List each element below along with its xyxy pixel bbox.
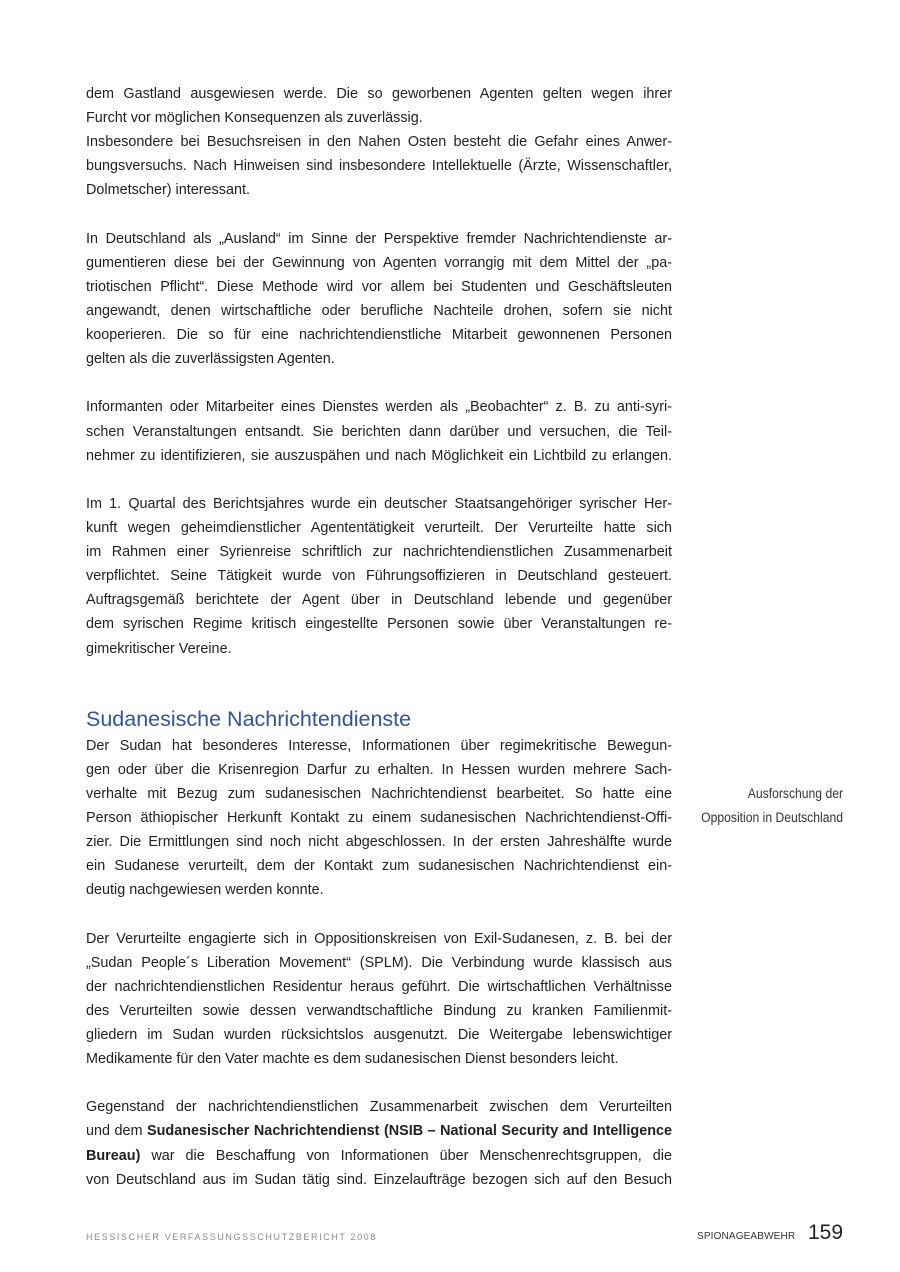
bold-organization-name: Bureau) xyxy=(86,1147,141,1164)
text-line: nehmer zu identifizieren, sie auszuspähen und nach Möglichkeit ein Lichtbild zu erlangen. xyxy=(86,447,672,464)
text-line: ein Sudanese verurteilt, dem der Kontakt zum sudanesischen Nachrichtendienst ein- xyxy=(86,858,672,875)
text-line: Insbesondere bei Besuchsreisen in den Nahen Osten besteht die Gefahr eines Anwer- xyxy=(86,134,672,151)
text-line: Der Verurteilte engagierte sich in Oppositionskreisen von Exil-Sudanesen, z. B. bei der xyxy=(86,930,672,947)
page-number: 159 xyxy=(808,1221,844,1244)
text-line: des Verurteilten sowie dessen verwandtschaftliche Bindung zu kranken Familienmit- xyxy=(86,1002,672,1019)
text-line: Der Sudan hat besonderes Interesse, Informationen über regimekritische Bewegun- xyxy=(86,737,672,754)
text-line: bungsversuchs. Nach Hinweisen sind insbesondere Intellektuelle (Ärzte, Wissenschaftler, xyxy=(86,158,672,175)
text-line: Person äthiopischer Herkunft Kontakt zu einem sudanesischen Nachrichtendienst-Offi- xyxy=(86,810,672,827)
text-line: triotischen Pflicht“. Diese Methode wird vor allem bei Studenten und Geschäftsleuten xyxy=(86,278,672,295)
text-line: kunft wegen geheimdienstlicher Agententätigkeit verurteilt. Der Verurteilte hatte sich xyxy=(86,519,672,536)
text-line: gelten als die zuverlässigsten Agenten. xyxy=(86,351,335,368)
text-line: dem Gastland ausgewiesen werde. Die so geworbenen Agenten gelten wegen ihrer xyxy=(86,86,672,102)
text-line: verpflichtet. Seine Tätigkeit wurde von Führungsoffizieren in Deutschland gesteuert. xyxy=(86,568,672,585)
text-line: Medikamente für den Vater machte es dem sudanesischen Dienst besonders leicht. xyxy=(86,1051,619,1068)
margin-note-line: Opposition in Deutschland xyxy=(701,810,843,825)
text-line: im Rahmen einer Syrienreise schriftlich zur nachrichtendienstlichen Zusammenarbeit xyxy=(86,544,672,561)
bold-organization-name: Sudanesischer Nachrichtendienst (NSIB – National Security and Intelligence xyxy=(147,1123,672,1140)
paragraph xyxy=(86,492,672,661)
text-line: gen oder über die Krisenregion Darfur zu erhalten. In Hessen wurden mehrere Sach- xyxy=(86,761,672,778)
main-text-column xyxy=(86,82,672,1216)
paragraph xyxy=(86,927,672,1072)
text-run: und dem xyxy=(86,1123,148,1140)
text-line: kooperieren. Die so für eine nachrichtendienstliche Mitarbeit gewonnenen Personen xyxy=(86,327,672,344)
paragraph xyxy=(86,82,672,203)
paragraph xyxy=(86,227,672,372)
text-line: In Deutschland als „Ausland“ im Sinne der Perspektive fremder Nachrichtendienste ar- xyxy=(86,230,672,247)
text-line: angewandt, denen wirtschaftliche oder berufliche Nachteile drohen, sofern sie nicht xyxy=(86,302,672,319)
text-line: von Deutschland aus im Sudan tätig sind. Einzelaufträge bezogen sich auf den Besuch xyxy=(86,1171,672,1188)
text-line: Informanten oder Mitarbeiter eines Dienstes werden als „Beobachter“ z. B. zu anti-syri- xyxy=(86,399,672,416)
text-line: zier. Die Ermittlungen sind noch nicht abgeschlossen. In der ersten Jahreshälfte wurde xyxy=(86,834,672,851)
text-line: gliedern im Sudan wurden rücksichtslos ausgenutzt. Die Weitergabe lebenswichtiger xyxy=(86,1027,672,1044)
footer-publication-title: HESSISCHER VERFASSUNGSSCHUTZBERICHT 2008 xyxy=(86,1232,377,1242)
text-line: „Sudan People´s Liberation Movement“ (SPLM). Die Verbindung wurde klassisch aus xyxy=(86,954,672,971)
text-line: Furcht vor möglichen Konsequenzen als zuverlässig. xyxy=(86,110,423,127)
text-line: dem syrischen Regime kritisch eingestellte Personen sowie über Veranstaltungen re- xyxy=(86,616,672,633)
text-line xyxy=(86,1144,672,1168)
text-line: Auftragsgemäß berichtete der Agent über in Deutschland lebende und gegenüber xyxy=(86,592,672,609)
text-line: deutig nachgewiesen werden konnte. xyxy=(86,882,324,899)
text-line: verhalte mit Bezug zum sudanesischen Nachrichtendienst bearbeitet. So hatte eine xyxy=(86,785,672,802)
text-line: schen Veranstaltungen entsandt. Sie berichten dann darüber und versuchen, die Teil- xyxy=(86,423,672,440)
paragraph xyxy=(86,395,672,467)
text-line: Im 1. Quartal des Berichtsjahres wurde ein deutscher Staatsangehöriger syrischer Her- xyxy=(86,495,672,512)
section-heading: Sudanesische Nachrichtendienste xyxy=(86,706,412,731)
margin-note xyxy=(678,782,843,830)
text-run: war die Beschaffung von Informationen über Menschenrechtsgruppen, die xyxy=(140,1147,672,1164)
margin-note-line: Ausforschung der xyxy=(747,786,843,801)
text-line: gimekritischer Vereine. xyxy=(86,640,232,657)
footer-section-title: SPIONAGEABWEHR xyxy=(697,1231,796,1242)
paragraph xyxy=(86,734,672,903)
paragraph xyxy=(86,1095,672,1191)
text-line: Dolmetscher) interessant. xyxy=(86,182,250,199)
text-line: der nachrichtendienstlichen Residentur heraus geführt. Die wirtschaftlichen Verhältnisse xyxy=(86,978,672,995)
text-line: gumentieren diese bei der Gewinnung von Agenten vorrangig mit dem Mittel der „pa- xyxy=(86,254,672,271)
text-line: Gegenstand der nachrichtendienstlichen Zusammenarbeit zwischen dem Verurteilten xyxy=(86,1099,672,1116)
text-line xyxy=(86,1119,672,1143)
